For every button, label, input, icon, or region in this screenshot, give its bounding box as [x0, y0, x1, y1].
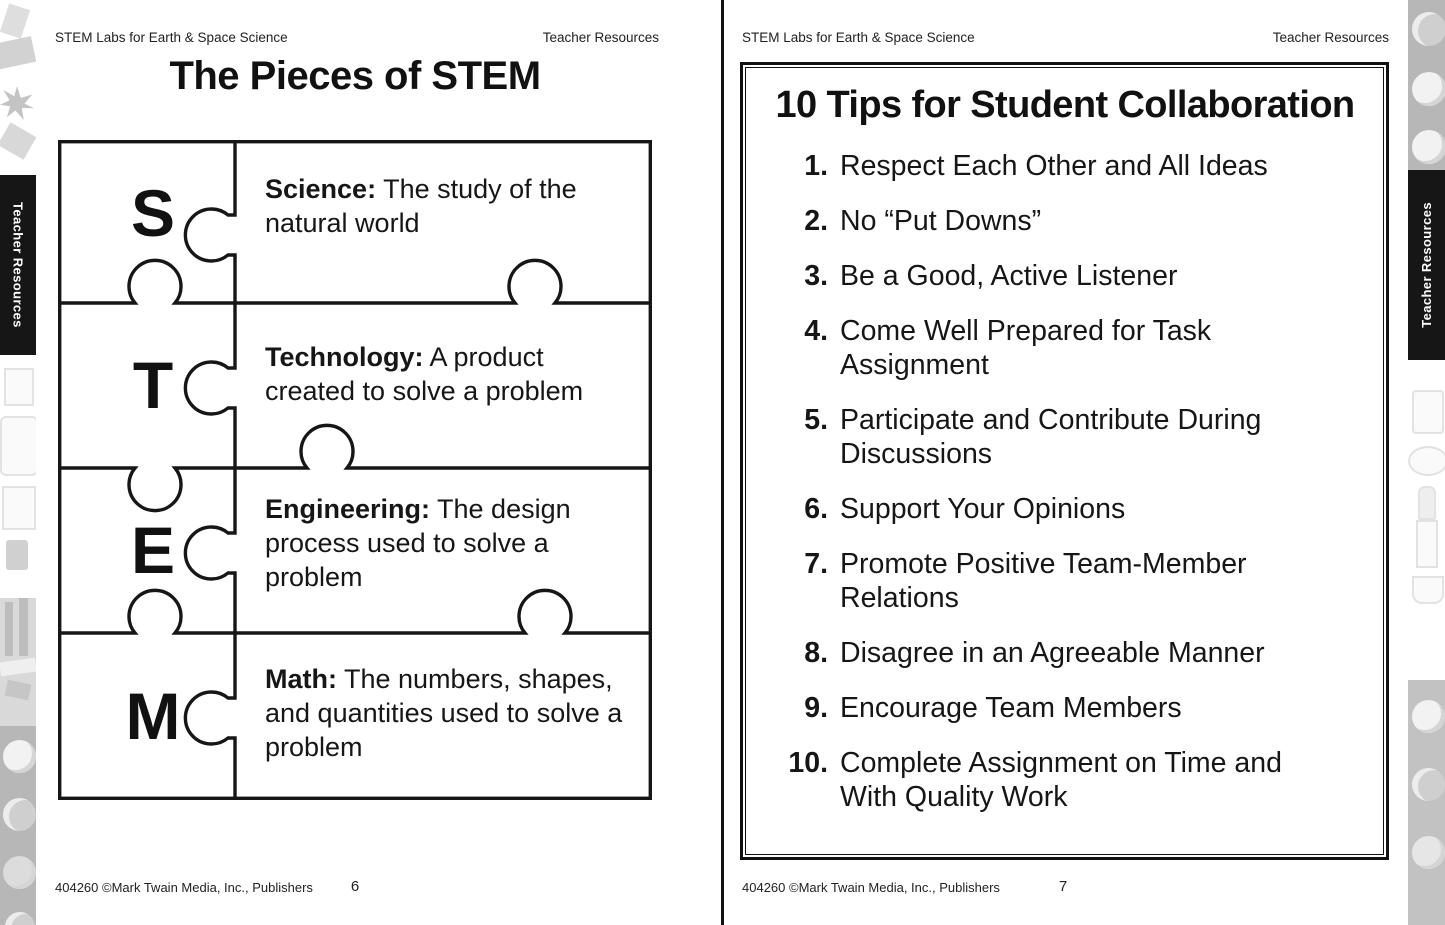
left-margin-art-strip	[0, 0, 36, 925]
tip-item	[770, 314, 1350, 382]
tip-number: 6.	[804, 493, 828, 525]
tip-item	[770, 547, 1350, 615]
moon-icon	[1412, 72, 1445, 106]
copyright-line: 404260 ©Mark Twain Media, Inc., Publishers	[55, 880, 313, 895]
strip-art-arrow-icon	[0, 122, 36, 160]
strip-art-base-icon	[1412, 576, 1444, 604]
strip-art-flame-icon	[1418, 486, 1436, 520]
strip-art-can-icon	[6, 540, 28, 570]
tip-item	[770, 746, 1350, 814]
strip-art-band	[0, 36, 36, 70]
tip-number: 1.	[804, 150, 828, 182]
tip-text: Participate and Contribute During Discussions	[840, 404, 1262, 470]
puzzle-term-label: Engineering:	[265, 494, 431, 524]
page-number: 7	[1058, 878, 1068, 895]
tip-number: 5.	[804, 404, 828, 436]
tip-number: 3.	[804, 260, 828, 292]
strip-art-factory-panel	[0, 598, 36, 726]
tip-item	[770, 403, 1350, 471]
tip-number: 10.	[788, 747, 828, 779]
page-title: The Pieces of STEM	[169, 54, 541, 98]
moon-icon	[1412, 130, 1445, 164]
puzzle-definition-text: The study of the natural world	[265, 174, 577, 238]
copyright-line: 404260 ©Mark Twain Media, Inc., Publishers	[742, 880, 1000, 895]
teacher-resources-tab-right	[1408, 170, 1445, 360]
strip-art-tank-icon	[4, 368, 34, 406]
moon-icon	[3, 798, 36, 831]
puzzle-letter: E	[130, 513, 176, 587]
tip-item	[770, 492, 1350, 526]
puzzle-definition	[265, 662, 647, 764]
strip-art-crucible-icon	[1412, 390, 1444, 434]
tip-item	[770, 636, 1350, 670]
tip-item	[770, 691, 1350, 725]
tip-number: 9.	[804, 692, 828, 724]
strip-art-silo-icon	[0, 416, 36, 476]
smokestack-icon	[5, 602, 13, 656]
tip-number: 4.	[804, 315, 828, 347]
tips-title: 10 Tips for Student Collaboration	[775, 84, 1355, 126]
tip-item	[770, 204, 1350, 238]
tip-text: No “Put Downs”	[840, 205, 1042, 237]
stem-puzzle-figure	[58, 140, 652, 800]
moon-icon	[3, 740, 36, 773]
tip-text: Be a Good, Active Listener	[840, 260, 1178, 292]
strip-art-building-icon	[0, 3, 30, 38]
right-margin-art-strip	[1408, 0, 1445, 925]
puzzle-definition-text: The design process used to solve a problem	[265, 494, 571, 592]
moon-icon	[1412, 768, 1445, 801]
left-page	[36, 0, 722, 925]
tip-item	[770, 259, 1350, 293]
strip-art-moon-panel	[0, 726, 36, 925]
strip-art-road	[0, 658, 36, 677]
tip-text: Encourage Team Members	[840, 692, 1182, 724]
running-head-section: Teacher Resources	[542, 30, 659, 45]
puzzle-definition	[265, 340, 630, 408]
tip-text: Promote Positive Team-Member Relations	[840, 548, 1247, 614]
puzzle-term-label: Technology:	[265, 342, 424, 372]
tip-item	[770, 149, 1350, 183]
tip-number: 8.	[804, 637, 828, 669]
tip-text: Respect Each Other and All Ideas	[840, 150, 1268, 182]
puzzle-definition	[265, 492, 580, 594]
tab-label: Teacher Resources	[10, 202, 26, 328]
puzzle-term-label: Math:	[265, 664, 337, 694]
strip-art-moon-panel	[1408, 680, 1445, 925]
moon-icon	[1412, 12, 1445, 46]
puzzle-letter: M	[125, 679, 181, 753]
puzzle-term-label: Science:	[265, 174, 377, 204]
tip-text: Come Well Prepared for Task Assignment	[840, 315, 1212, 381]
smokestack-icon	[19, 598, 28, 656]
tips-list	[770, 149, 1350, 835]
puzzle-letter: T	[132, 348, 174, 422]
moon-icon	[3, 856, 36, 889]
strip-art-moon-panel	[1408, 0, 1445, 170]
strip-art-dish-icon	[1408, 446, 1445, 476]
running-head-section: Teacher Resources	[1272, 30, 1389, 45]
teacher-resources-tab-left	[0, 175, 36, 355]
right-page	[723, 0, 1408, 925]
tip-number: 7.	[804, 548, 828, 580]
puzzle-definition	[265, 172, 610, 240]
puzzle-definition-text: The numbers, shapes, and quantities used to solve a problem	[265, 664, 623, 762]
tip-text: Complete Assignment on Time and With Quality Work	[840, 747, 1282, 813]
strip-art-starburst-icon	[0, 86, 34, 120]
strip-art-burner-icon	[1416, 520, 1438, 568]
moon-icon	[1412, 700, 1445, 733]
strip-art-house-icon	[2, 486, 36, 530]
moon-icon	[1412, 836, 1445, 869]
puzzle-letter: S	[130, 176, 176, 250]
running-head-book-title: STEM Labs for Earth & Space Science	[55, 30, 288, 45]
strip-art-cross	[5, 680, 32, 701]
page-number: 6	[350, 878, 360, 895]
tip-text: Disagree in an Agreeable Manner	[840, 637, 1265, 669]
tab-label: Teacher Resources	[1419, 202, 1434, 328]
running-head-book-title: STEM Labs for Earth & Space Science	[742, 30, 975, 45]
tip-number: 2.	[804, 205, 828, 237]
puzzle-definition-text: A product created to solve a problem	[265, 342, 584, 406]
moon-icon	[5, 912, 35, 925]
tip-text: Support Your Opinions	[840, 493, 1126, 525]
